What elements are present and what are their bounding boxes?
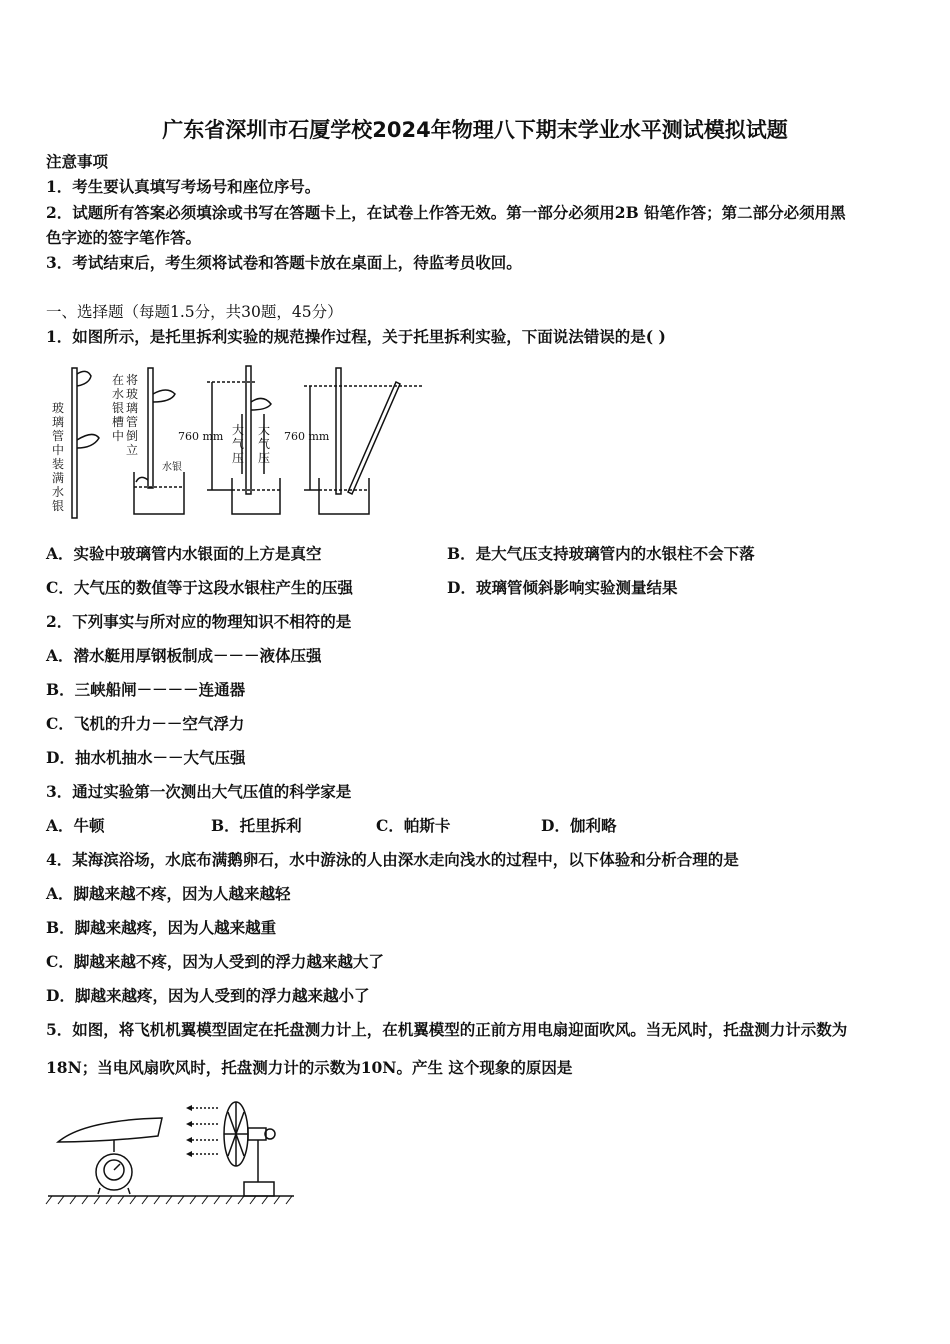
q4-option: A．脚越来越不疼，因为人越来越轻 [46,884,291,903]
notice-item: 1．考生要认真填写考场号和座位序号。 [46,177,321,196]
label-760mm-1: 760 mm [178,430,224,443]
label-col2-4: 管 [126,415,139,429]
label-col1-1: 在 [112,373,125,387]
label-fill-3: 管 [52,429,65,443]
q1-stem: 1．如图所示，是托里拆利实验的规范操作过程，关于托里拆利实验，下面说法错误的是( ) [46,327,666,346]
notice-item: 色字迹的签字笔作答。 [46,228,202,247]
label-col2-2: 玻 [126,387,139,401]
label-atm2-3: 压 [258,451,271,465]
label-col2-5: 倒 [126,429,139,443]
q4-option: C．脚越来越不疼，因为人受到的浮力越来越大了 [46,952,384,971]
label-fill-8: 银 [52,499,65,513]
q1-option-d: D．玻璃管倾斜影响实验测量结果 [447,578,678,597]
q3-stem: 3．通过实验第一次测出大气压值的科学家是 [46,782,352,801]
label-fill-4: 中 [52,443,65,457]
label-fill-6: 满 [52,471,65,485]
q4-option: B．脚越来越疼，因为人越来越重 [46,918,277,937]
label-col2-3: 璃 [126,401,139,415]
q3-option: B．托里拆利 [211,816,302,835]
torricelli-figure [44,362,434,528]
q2-option: C．飞机的升力－－空气浮力 [46,714,245,733]
q5-stem-line1: 5．如图，将飞机机翼模型固定在托盘测力计上，在机翼模型的正前方用电扇迎面吹风。当无风时，托盘测力计示数为 [46,1020,848,1039]
label-fill-5: 装 [52,457,65,471]
notice-item: 3．考试结束后，考生须将试卷和答题卡放在桌面上，待监考员收回。 [46,253,522,272]
label-atm1-2: 气 [232,437,245,451]
q4-stem: 4．某海滨浴场，水底布满鹅卵石，水中游泳的人由深水走向浅水的过程中，以下体验和分析合理的是 [46,850,739,869]
section-heading: 一、选择题（每题1.5分，共30题，45分） [46,303,343,321]
q5-stem-line2: 18N；当电风扇吹风时，托盘测力计的示数为10N。产生 这个现象的原因是 [46,1058,573,1077]
label-col1-2: 水 [112,387,125,401]
q2-stem: 2．下列事实与所对应的物理知识不相符的是 [46,612,352,631]
label-fill-2: 璃 [52,415,65,429]
label-col1-4: 槽 [112,415,125,429]
label-col1-3: 银 [112,401,125,415]
page-title: 广东省深圳市石厦学校2024年物理八下期末学业水平测试模拟试题 [162,118,788,142]
notice-heading: 注意事项 [46,152,109,171]
q3-option: D．伽利略 [541,816,617,835]
label-col2-6: 立 [126,443,139,457]
q2-option: B．三峡船闸－－－－连通器 [46,680,246,699]
label-760mm-2: 760 mm [284,430,330,443]
label-atm2-2: 气 [258,437,271,451]
label-col2-1: 将 [126,373,139,387]
q2-option: D．抽水机抽水－－大气压强 [46,748,246,767]
q3-option: A．牛顿 [46,816,105,835]
label-fill-1: 玻 [52,401,65,415]
notice-item: 2．试题所有答案必须填涂或书写在答题卡上，在试卷上作答无效。第一部分必须用2B 铅笔作答；第二部分必须用黑 [46,203,846,222]
q1-option-a: A．实验中玻璃管内水银面的上方是真空 [46,544,322,563]
q2-option: A．潜水艇用厚钢板制成－－－液体压强 [46,646,322,665]
label-atm2-1: 大 [258,423,271,437]
label-fill-7: 水 [52,485,65,499]
q1-option-b: B．是大气压支持玻璃管内的水银柱不会下落 [447,544,755,563]
wing-fan-figure [44,1096,298,1208]
q3-option: C．帕斯卡 [376,816,451,835]
label-atm1-1: 大 [232,423,245,437]
q1-option-c: C．大气压的数值等于这段水银柱产生的压强 [46,578,353,597]
label-col1-5: 中 [112,429,125,443]
label-mercury: 水银 [162,462,182,473]
q4-option: D．脚越来越疼，因为人受到的浮力越来越小了 [46,986,370,1005]
label-atm1-3: 压 [232,451,245,465]
